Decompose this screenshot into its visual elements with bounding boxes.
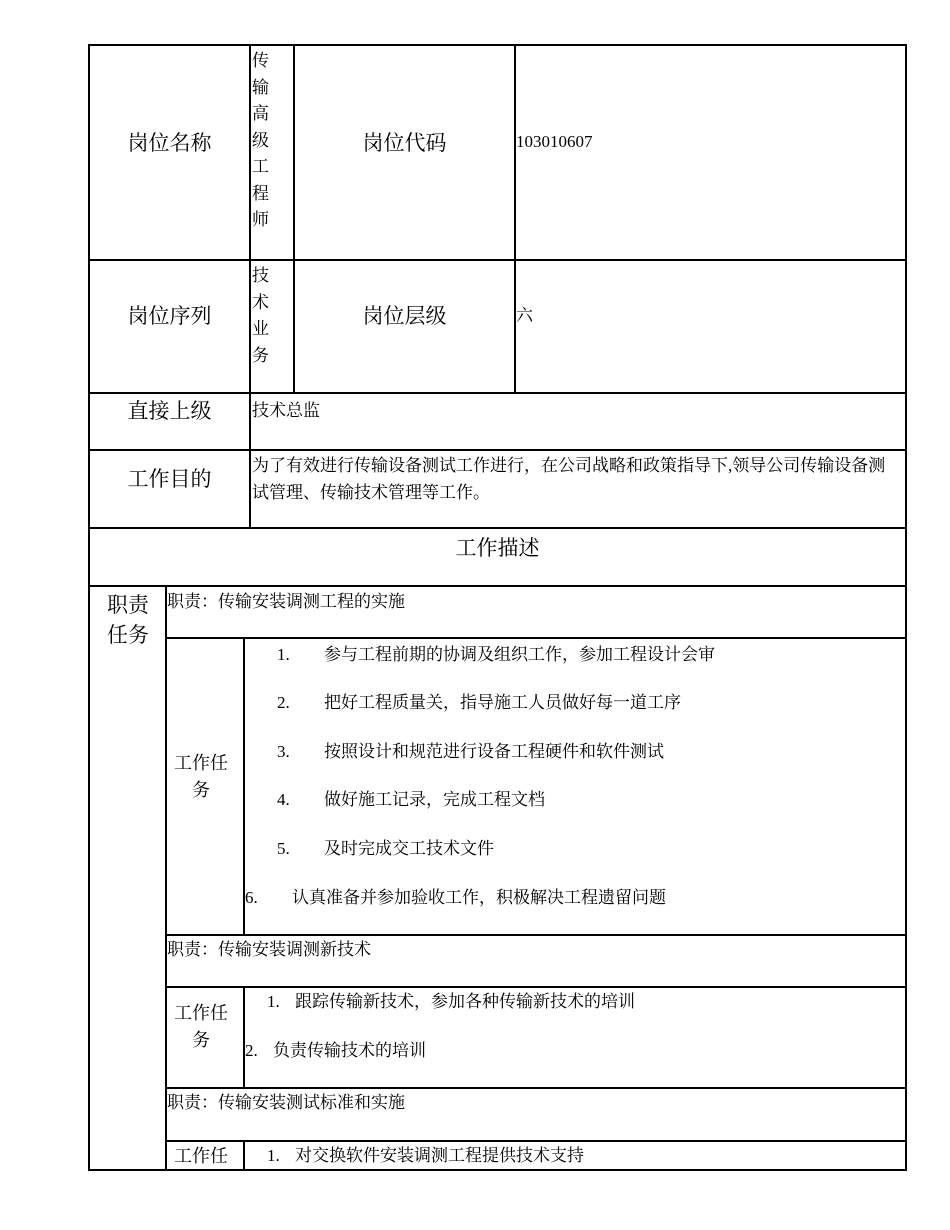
col-divider [293,44,295,394]
list-item-number: 3. [277,742,290,761]
superior-label: 直接上级 [127,399,212,423]
task-label: 工作任务 [174,753,228,801]
list-item [267,989,635,1015]
list-item-text: 对交换软件安装调测工程提供技术支持 [295,1146,584,1165]
list-item [277,642,715,668]
list-item [267,1143,584,1169]
list-item-number: 6. [245,888,258,907]
list-item-text: 跟踪传输新技术，参加各种传输新技术的培训 [295,992,635,1011]
post-level-label: 岗位层级 [362,304,447,328]
list-item-text: 参与工程前期的协调及组织工作，参加工程设计会审 [324,645,715,664]
task-label: 工作任务 [174,1003,228,1051]
post-series-value: 技术业务 [252,266,269,365]
row-divider [165,1087,907,1089]
col-divider [514,44,516,394]
list-item-number: 1. [267,1146,280,1165]
list-item-text: 认真准备并参加验收工作，积极解决工程遗留问题 [292,888,666,907]
list-item [245,1038,426,1064]
row-divider [88,527,907,529]
duty-title: 职责：传输安装调测工程的实施 [167,592,405,611]
section-title: 工作描述 [455,536,540,560]
post-series-label: 岗位序列 [127,304,212,328]
row-divider [165,934,907,936]
purpose-label: 工作目的 [127,467,212,491]
duty-title: 职责：传输安装测试标准和实施 [167,1093,405,1112]
col-divider [165,585,167,1171]
row-divider [165,637,907,639]
list-item-text: 按照设计和规范进行设备工程硬件和软件测试 [324,742,664,761]
row-divider [88,392,907,394]
table-border-left [88,44,90,1171]
post-name-value: 传输高级工程师 [252,51,269,229]
list-item-text: 把好工程质量关，指导施工人员做好每一道工序 [324,693,681,712]
row-divider [88,585,907,587]
list-item-text: 负责传输技术的培训 [273,1041,426,1060]
row-divider [165,1140,907,1142]
row-divider [165,986,907,988]
list-item [277,690,681,716]
task-label-truncated: 工作任 [174,1146,228,1167]
list-item-number: 2. [245,1041,258,1060]
col-divider [243,1140,245,1171]
list-item-number: 2. [277,693,290,712]
list-item-number: 1. [267,992,280,1011]
post-code-label: 岗位代码 [362,131,447,155]
list-item-number: 1. [277,645,290,664]
list-item-number: 4. [277,790,290,809]
table-border-top [88,44,907,46]
duty-label: 职责任务 [107,593,149,647]
table-border-right [905,44,907,1171]
post-name-label: 岗位名称 [127,131,212,155]
list-item-text: 及时完成交工技术文件 [324,839,494,858]
post-code-value: 103010607 [516,132,593,151]
list-item-number: 5. [277,839,290,858]
purpose-value: 为了有效进行传输设备测试工作进行，在公司战略和政策指导下,领导公司传输设备测试管理、传输技术管理等工作。 [252,456,886,502]
list-item [277,836,494,862]
list-item [277,739,664,765]
col-divider [249,44,251,529]
duty-title: 职责：传输安装调测新技术 [167,940,371,959]
superior-value: 技术总监 [252,401,320,420]
list-item [277,787,545,813]
row-divider [88,449,907,451]
list-item-text: 做好施工记录，完成工程文档 [324,790,545,809]
row-divider [88,259,907,261]
list-item [245,885,666,911]
post-level-value: 六 [516,306,533,325]
